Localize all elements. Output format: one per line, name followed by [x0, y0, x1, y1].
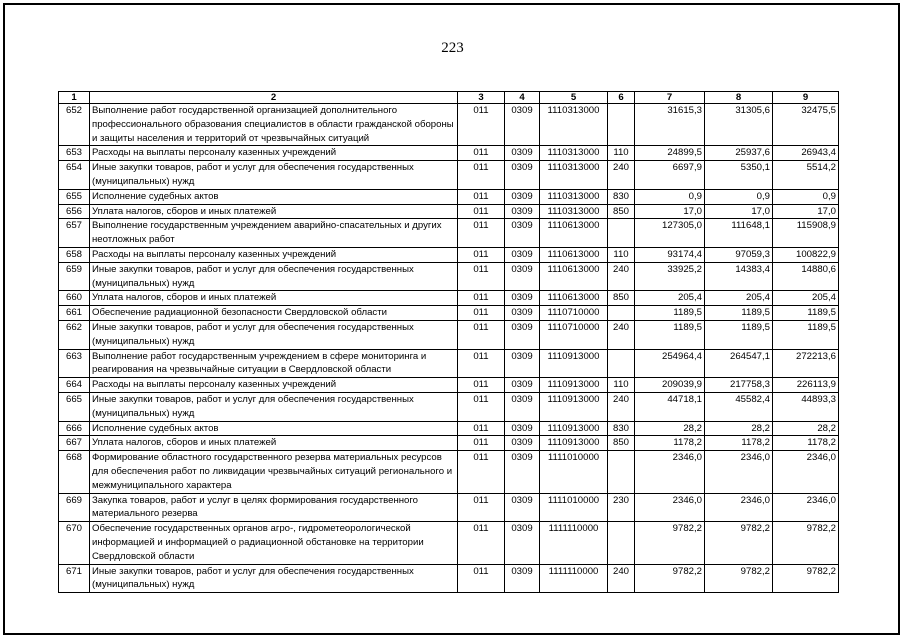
- amount-cell: 100822,9: [773, 247, 839, 262]
- amount-cell: 127305,0: [635, 219, 705, 248]
- amount-cell: 44893,3: [773, 392, 839, 421]
- row-number-cell: 659: [59, 262, 90, 291]
- item-name-cell: Формирование областного государственного резерва материальных ресурсов для обеспечения работ по ликвидации чрезвычайных ситуаций регионального и межмуниципального характера: [90, 451, 458, 493]
- section-code-cell: 0309: [505, 421, 540, 436]
- target-article-cell: 1110613000: [540, 219, 608, 248]
- item-name-cell: Расходы на выплаты персоналу казенных учреждений: [90, 378, 458, 393]
- amount-cell: 17,0: [773, 204, 839, 219]
- row-number-cell: 670: [59, 522, 90, 564]
- department-code-cell: 011: [458, 306, 505, 321]
- amount-cell: 9782,2: [705, 564, 773, 593]
- department-code-cell: 011: [458, 247, 505, 262]
- item-name-cell: Расходы на выплаты персоналу казенных учреждений: [90, 247, 458, 262]
- section-code-cell: 0309: [505, 392, 540, 421]
- target-article-cell: 1110313000: [540, 189, 608, 204]
- amount-cell: 9782,2: [773, 564, 839, 593]
- department-code-cell: 011: [458, 436, 505, 451]
- department-code-cell: 011: [458, 262, 505, 291]
- row-number-cell: 671: [59, 564, 90, 593]
- amount-cell: 1189,5: [635, 320, 705, 349]
- amount-cell: 14880,6: [773, 262, 839, 291]
- target-article-cell: 1110313000: [540, 161, 608, 190]
- amount-cell: 264547,1: [705, 349, 773, 378]
- row-number-cell: 662: [59, 320, 90, 349]
- section-code-cell: 0309: [505, 146, 540, 161]
- section-code-cell: 0309: [505, 219, 540, 248]
- table-row: [59, 349, 839, 378]
- department-code-cell: 011: [458, 204, 505, 219]
- table-row: [59, 306, 839, 321]
- row-number-cell: 661: [59, 306, 90, 321]
- amount-cell: 205,4: [635, 291, 705, 306]
- department-code-cell: 011: [458, 421, 505, 436]
- amount-cell: 115908,9: [773, 219, 839, 248]
- department-code-cell: 011: [458, 349, 505, 378]
- table-row: [59, 262, 839, 291]
- expense-type-cell: 850: [608, 204, 635, 219]
- amount-cell: 1189,5: [705, 306, 773, 321]
- expense-type-cell: [608, 306, 635, 321]
- table-row: [59, 189, 839, 204]
- row-number-cell: 656: [59, 204, 90, 219]
- row-number-cell: 665: [59, 392, 90, 421]
- section-code-cell: 0309: [505, 204, 540, 219]
- target-article-cell: 1110913000: [540, 378, 608, 393]
- table-row: [59, 204, 839, 219]
- department-code-cell: 011: [458, 219, 505, 248]
- expense-type-cell: 110: [608, 247, 635, 262]
- row-number-cell: 667: [59, 436, 90, 451]
- amount-cell: 44718,1: [635, 392, 705, 421]
- item-name-cell: Выполнение государственным учреждением аварийно-спасательных и других неотложных работ: [90, 219, 458, 248]
- department-code-cell: 011: [458, 291, 505, 306]
- table-row: [59, 451, 839, 493]
- amount-cell: 1189,5: [705, 320, 773, 349]
- section-code-cell: 0309: [505, 349, 540, 378]
- amount-cell: 0,9: [635, 189, 705, 204]
- amount-cell: 254964,4: [635, 349, 705, 378]
- amount-cell: 17,0: [635, 204, 705, 219]
- item-name-cell: Обеспечение государственных органов агро-, гидрометеорологической информацией и информацией о радиационной обстановке на территории Свердловской области: [90, 522, 458, 564]
- amount-cell: 17,0: [705, 204, 773, 219]
- amount-cell: 9782,2: [635, 564, 705, 593]
- amount-cell: 93174,4: [635, 247, 705, 262]
- column-header: 2: [90, 92, 458, 104]
- column-header: 1: [59, 92, 90, 104]
- amount-cell: 26943,4: [773, 146, 839, 161]
- amount-cell: 1178,2: [635, 436, 705, 451]
- target-article-cell: 1110613000: [540, 291, 608, 306]
- row-number-cell: 658: [59, 247, 90, 262]
- department-code-cell: 011: [458, 146, 505, 161]
- section-code-cell: 0309: [505, 189, 540, 204]
- target-article-cell: 1110913000: [540, 421, 608, 436]
- target-article-cell: 1111110000: [540, 564, 608, 593]
- target-article-cell: 1111110000: [540, 522, 608, 564]
- expense-type-cell: 240: [608, 161, 635, 190]
- department-code-cell: 011: [458, 451, 505, 493]
- amount-cell: 32475,5: [773, 104, 839, 146]
- row-number-cell: 654: [59, 161, 90, 190]
- table-row: [59, 436, 839, 451]
- expense-type-cell: 110: [608, 378, 635, 393]
- amount-cell: 9782,2: [773, 522, 839, 564]
- table-row: [59, 291, 839, 306]
- department-code-cell: 011: [458, 392, 505, 421]
- row-number-cell: 664: [59, 378, 90, 393]
- table-row: [59, 421, 839, 436]
- section-code-cell: 0309: [505, 564, 540, 593]
- amount-cell: 1189,5: [773, 320, 839, 349]
- section-code-cell: 0309: [505, 161, 540, 190]
- expense-type-cell: 240: [608, 392, 635, 421]
- section-code-cell: 0309: [505, 291, 540, 306]
- amount-cell: 1189,5: [773, 306, 839, 321]
- table-row: [59, 522, 839, 564]
- amount-cell: 1178,2: [705, 436, 773, 451]
- column-header: 7: [635, 92, 705, 104]
- department-code-cell: 011: [458, 104, 505, 146]
- row-number-cell: 669: [59, 493, 90, 522]
- amount-cell: 1189,5: [635, 306, 705, 321]
- amount-cell: 217758,3: [705, 378, 773, 393]
- target-article-cell: 1111010000: [540, 493, 608, 522]
- expense-type-cell: 240: [608, 320, 635, 349]
- column-header: 9: [773, 92, 839, 104]
- department-code-cell: 011: [458, 378, 505, 393]
- department-code-cell: 011: [458, 161, 505, 190]
- target-article-cell: 1110710000: [540, 306, 608, 321]
- budget-table: [58, 91, 839, 593]
- target-article-cell: 1110913000: [540, 392, 608, 421]
- target-article-cell: 1110313000: [540, 146, 608, 161]
- column-header: 6: [608, 92, 635, 104]
- item-name-cell: Выполнение работ государственным учреждением в сфере мониторинга и реагирования на чрезвычайные ситуации в Свердловской области: [90, 349, 458, 378]
- department-code-cell: 011: [458, 320, 505, 349]
- section-code-cell: 0309: [505, 320, 540, 349]
- target-article-cell: 1110613000: [540, 247, 608, 262]
- amount-cell: 2346,0: [635, 451, 705, 493]
- target-article-cell: 1110913000: [540, 349, 608, 378]
- expense-type-cell: 230: [608, 493, 635, 522]
- section-code-cell: 0309: [505, 306, 540, 321]
- item-name-cell: Исполнение судебных актов: [90, 189, 458, 204]
- expense-type-cell: [608, 349, 635, 378]
- expense-type-cell: 240: [608, 262, 635, 291]
- amount-cell: 31305,6: [705, 104, 773, 146]
- table-header-row: [59, 92, 839, 104]
- table-row: [59, 378, 839, 393]
- row-number-cell: 660: [59, 291, 90, 306]
- amount-cell: 9782,2: [635, 522, 705, 564]
- amount-cell: 2346,0: [635, 493, 705, 522]
- item-name-cell: Иные закупки товаров, работ и услуг для обеспечения государственных (муниципальных) нужд: [90, 161, 458, 190]
- amount-cell: 28,2: [773, 421, 839, 436]
- item-name-cell: Иные закупки товаров, работ и услуг для обеспечения государственных (муниципальных) нужд: [90, 320, 458, 349]
- item-name-cell: Уплата налогов, сборов и иных платежей: [90, 436, 458, 451]
- department-code-cell: 011: [458, 522, 505, 564]
- amount-cell: 97059,3: [705, 247, 773, 262]
- expense-type-cell: [608, 451, 635, 493]
- section-code-cell: 0309: [505, 378, 540, 393]
- table-body: [59, 104, 839, 593]
- item-name-cell: Выполнение работ государственной организацией дополнительного профессионального образования специалистов в области гражданской обороны и защиты населения и территорий от чрезвычайных ситуаций: [90, 104, 458, 146]
- target-article-cell: 1110313000: [540, 204, 608, 219]
- amount-cell: 0,9: [773, 189, 839, 204]
- amount-cell: 209039,9: [635, 378, 705, 393]
- department-code-cell: 011: [458, 493, 505, 522]
- amount-cell: 24899,5: [635, 146, 705, 161]
- table-row: [59, 392, 839, 421]
- table-row: [59, 247, 839, 262]
- section-code-cell: 0309: [505, 247, 540, 262]
- row-number-cell: 657: [59, 219, 90, 248]
- item-name-cell: Закупка товаров, работ и услуг в целях формирования государственного материального резерва: [90, 493, 458, 522]
- expense-type-cell: 850: [608, 436, 635, 451]
- amount-cell: 6697,9: [635, 161, 705, 190]
- table-row: [59, 104, 839, 146]
- item-name-cell: Расходы на выплаты персоналу казенных учреждений: [90, 146, 458, 161]
- expense-type-cell: 830: [608, 189, 635, 204]
- expense-type-cell: 110: [608, 146, 635, 161]
- row-number-cell: 666: [59, 421, 90, 436]
- item-name-cell: Иные закупки товаров, работ и услуг для обеспечения государственных (муниципальных) нужд: [90, 262, 458, 291]
- row-number-cell: 652: [59, 104, 90, 146]
- column-header: 4: [505, 92, 540, 104]
- department-code-cell: 011: [458, 564, 505, 593]
- row-number-cell: 655: [59, 189, 90, 204]
- section-code-cell: 0309: [505, 493, 540, 522]
- target-article-cell: 1110313000: [540, 104, 608, 146]
- amount-cell: 205,4: [773, 291, 839, 306]
- amount-cell: 45582,4: [705, 392, 773, 421]
- target-article-cell: 1110710000: [540, 320, 608, 349]
- amount-cell: 2346,0: [773, 451, 839, 493]
- item-name-cell: Исполнение судебных актов: [90, 421, 458, 436]
- item-name-cell: Уплата налогов, сборов и иных платежей: [90, 291, 458, 306]
- table-row: [59, 493, 839, 522]
- section-code-cell: 0309: [505, 436, 540, 451]
- page-number: 223: [441, 40, 464, 56]
- section-code-cell: 0309: [505, 262, 540, 291]
- expense-type-cell: 240: [608, 564, 635, 593]
- table-row: [59, 161, 839, 190]
- amount-cell: 28,2: [635, 421, 705, 436]
- target-article-cell: 1111010000: [540, 451, 608, 493]
- row-number-cell: 653: [59, 146, 90, 161]
- amount-cell: 0,9: [705, 189, 773, 204]
- expense-type-cell: 850: [608, 291, 635, 306]
- expense-type-cell: [608, 219, 635, 248]
- target-article-cell: 1110613000: [540, 262, 608, 291]
- target-article-cell: 1110913000: [540, 436, 608, 451]
- column-header: 5: [540, 92, 608, 104]
- amount-cell: 31615,3: [635, 104, 705, 146]
- section-code-cell: 0309: [505, 104, 540, 146]
- table-row: [59, 320, 839, 349]
- amount-cell: 226113,9: [773, 378, 839, 393]
- item-name-cell: Иные закупки товаров, работ и услуг для обеспечения государственных (муниципальных) нужд: [90, 564, 458, 593]
- item-name-cell: Уплата налогов, сборов и иных платежей: [90, 204, 458, 219]
- amount-cell: 1178,2: [773, 436, 839, 451]
- amount-cell: 2346,0: [705, 451, 773, 493]
- section-code-cell: 0309: [505, 451, 540, 493]
- table-row: [59, 564, 839, 593]
- item-name-cell: Обеспечение радиационной безопасности Свердловской области: [90, 306, 458, 321]
- amount-cell: 111648,1: [705, 219, 773, 248]
- amount-cell: 2346,0: [773, 493, 839, 522]
- expense-type-cell: [608, 104, 635, 146]
- amount-cell: 2346,0: [705, 493, 773, 522]
- amount-cell: 272213,6: [773, 349, 839, 378]
- row-number-cell: 668: [59, 451, 90, 493]
- amount-cell: 25937,6: [705, 146, 773, 161]
- amount-cell: 33925,2: [635, 262, 705, 291]
- amount-cell: 28,2: [705, 421, 773, 436]
- table-row: [59, 219, 839, 248]
- item-name-cell: Иные закупки товаров, работ и услуг для обеспечения государственных (муниципальных) нужд: [90, 392, 458, 421]
- department-code-cell: 011: [458, 189, 505, 204]
- expense-type-cell: [608, 522, 635, 564]
- column-header: 8: [705, 92, 773, 104]
- expense-type-cell: 830: [608, 421, 635, 436]
- column-header: 3: [458, 92, 505, 104]
- amount-cell: 9782,2: [705, 522, 773, 564]
- amount-cell: 5514,2: [773, 161, 839, 190]
- table-row: [59, 146, 839, 161]
- amount-cell: 14383,4: [705, 262, 773, 291]
- amount-cell: 5350,1: [705, 161, 773, 190]
- amount-cell: 205,4: [705, 291, 773, 306]
- row-number-cell: 663: [59, 349, 90, 378]
- section-code-cell: 0309: [505, 522, 540, 564]
